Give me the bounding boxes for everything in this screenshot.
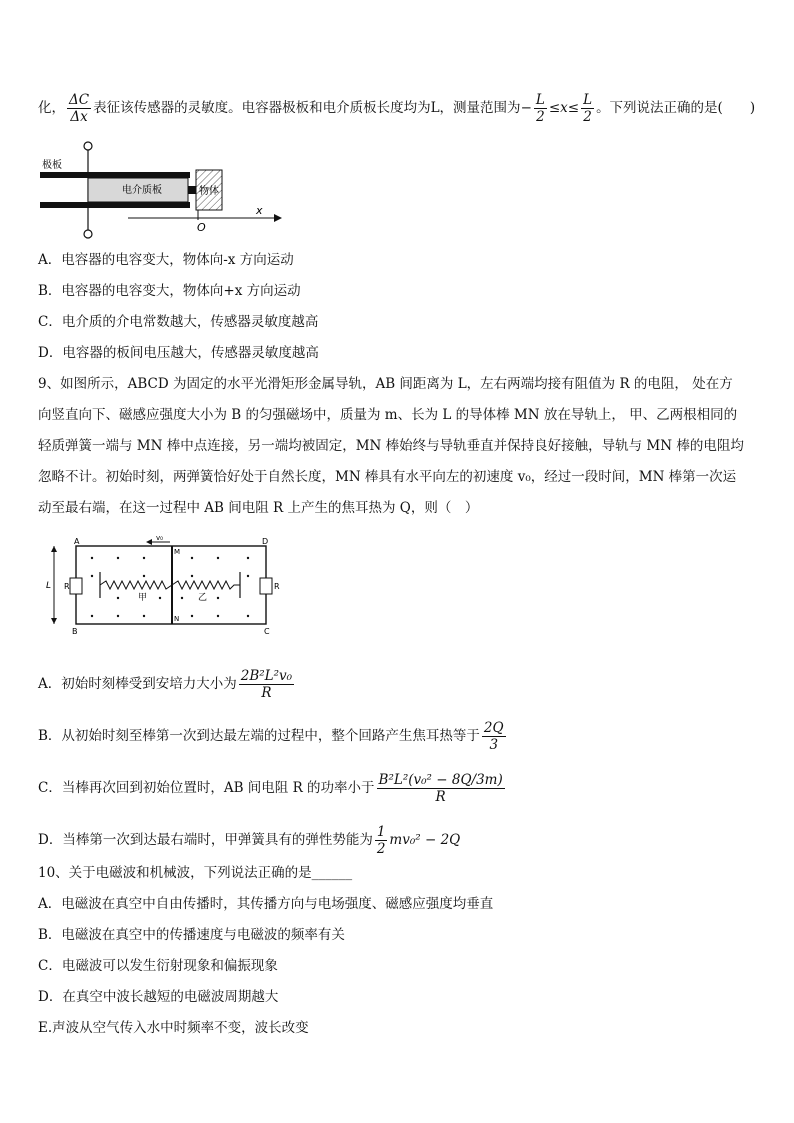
point-c-label: C bbox=[264, 627, 270, 636]
range-left-fraction: $\frac{L}{2}$ bbox=[535, 92, 545, 125]
origin-label: O bbox=[197, 221, 206, 234]
sensitivity-fraction: $\frac{\Delta C}{\Delta x}$ bbox=[69, 92, 90, 125]
q8-option-a: A．电容器的电容变大，物体向-x 方向运动 bbox=[38, 252, 294, 268]
rail-circuit-figure bbox=[42, 536, 282, 636]
q9-stem-line-4: 忽略不计。初始时刻，两弹簧恰好处于自然长度，MN 棒具有水平向左的初速度 v₀，经过一段时间，MN 棒第一次运 bbox=[38, 469, 737, 485]
point-n-label: N bbox=[174, 615, 180, 623]
point-d-label: D bbox=[262, 537, 269, 546]
spring-jia-label: 甲 bbox=[138, 593, 148, 603]
q10-option-a: A．电磁波在真空中自由传播时，其传播方向与电场强度、磁感应强度均垂直 bbox=[38, 896, 494, 912]
optC-fraction: $\frac{\text{B²L²(v₀² − 8Q/3m)}}{R}$ bbox=[378, 772, 503, 805]
velocity-v0-label: v₀ bbox=[156, 536, 163, 542]
point-b-label: B bbox=[72, 627, 78, 636]
q8-option-c: C．电介质的介电常数越大，传感器灵敏度越高 bbox=[38, 314, 319, 330]
q9-option-c: C．当棒再次回到初始位置时，AB 间电阻 R 的功率小于 $\frac{\text{B²L²(v₀² − 8Q/3m)}}{R}$ bbox=[38, 772, 503, 805]
q10-option-e: E.声波从空气传入水中时频率不变，波长改变 bbox=[38, 1020, 309, 1036]
x-axis-label: x bbox=[256, 204, 263, 217]
dielectric-label: 电介质板 bbox=[122, 185, 162, 196]
resistor-right-label: R bbox=[274, 582, 280, 591]
point-a-label: A bbox=[74, 537, 80, 546]
length-l-label: L bbox=[46, 581, 52, 591]
q8-stem: 化， $\frac{\Delta C}{\Delta x}$ 表征该传感器的灵敏度。电容器极板和电介质板长度均为L，测量范围为− $\frac{L}{2}$ ≤x≤ $\frac{L}{2}$ 。下列说法正确的是( ) bbox=[38, 92, 756, 125]
q9-stem-line-2: 向竖直向下、磁感应强度大小为 B 的匀强磁场中，质量为 m、长为 L 的导体棒 MN 放在导轨上， 甲、乙两根相同的 bbox=[38, 407, 738, 423]
capacitor-sensor-figure bbox=[38, 140, 288, 242]
q10-option-b: B．电磁波在真空中的传播速度与电磁波的频率有关 bbox=[38, 927, 345, 943]
q9-stem-line-3: 轻质弹簧一端与 MN 棒中点连接，另一端均被固定，MN 棒始终与导轨垂直并保持良好接触，导轨与 MN 棒的电阻均 bbox=[38, 438, 744, 454]
optB-fraction: $\frac{2Q}{3}$ bbox=[483, 720, 504, 753]
range-right-fraction: $\frac{L}{2}$ bbox=[583, 92, 593, 125]
q8-option-b: B．电容器的电容变大，物体向+x 方向运动 bbox=[38, 283, 301, 299]
q9-option-b: B．从初始时刻至棒第一次到达最左端的过程中，整个回路产生焦耳热等于 $\frac{2Q}{3}$ bbox=[38, 720, 504, 753]
q9-stem-line-5: 动至最右端，在这一过程中 AB 间电阻 R 上产生的焦耳热为 Q，则（ ） bbox=[38, 500, 479, 516]
optD-fraction: $\frac{1}{2}$ bbox=[376, 824, 386, 857]
q9-option-a: A．初始时刻棒受到安培力大小为 $\frac{\text{2B²L²v₀}}{R}$ bbox=[38, 668, 293, 701]
q9-option-d: D．当棒第一次到达最右端时，甲弹簧具有的弹性势能为 $\frac{1}{2}$ mv₀² − 2Q bbox=[38, 824, 461, 857]
object-label: 物体 bbox=[199, 186, 219, 197]
q10-stem: 10、关于电磁波和机械波，下列说法正确的是______ bbox=[38, 865, 353, 881]
optA-fraction: $\frac{\text{2B²L²v₀}}{R}$ bbox=[240, 668, 293, 701]
spring-yi-label: 乙 bbox=[198, 593, 208, 603]
point-m-label: M bbox=[174, 548, 181, 556]
resistor-left-label: R bbox=[64, 582, 70, 591]
q8-option-d: D．电容器的板间电压越大，传感器灵敏度越高 bbox=[38, 345, 319, 361]
q9-stem-line-1: 9、如图所示，ABCD 为固定的水平光滑矩形金属导轨，AB 间距离为 L，左右两端均接有阻值为 R 的电阻， 处在方 bbox=[38, 376, 733, 392]
plate-label: 极板 bbox=[42, 160, 62, 171]
q10-option-c: C．电磁波可以发生衍射现象和偏振现象 bbox=[38, 958, 278, 974]
q10-option-d: D．在真空中波长越短的电磁波周期越大 bbox=[38, 989, 279, 1005]
